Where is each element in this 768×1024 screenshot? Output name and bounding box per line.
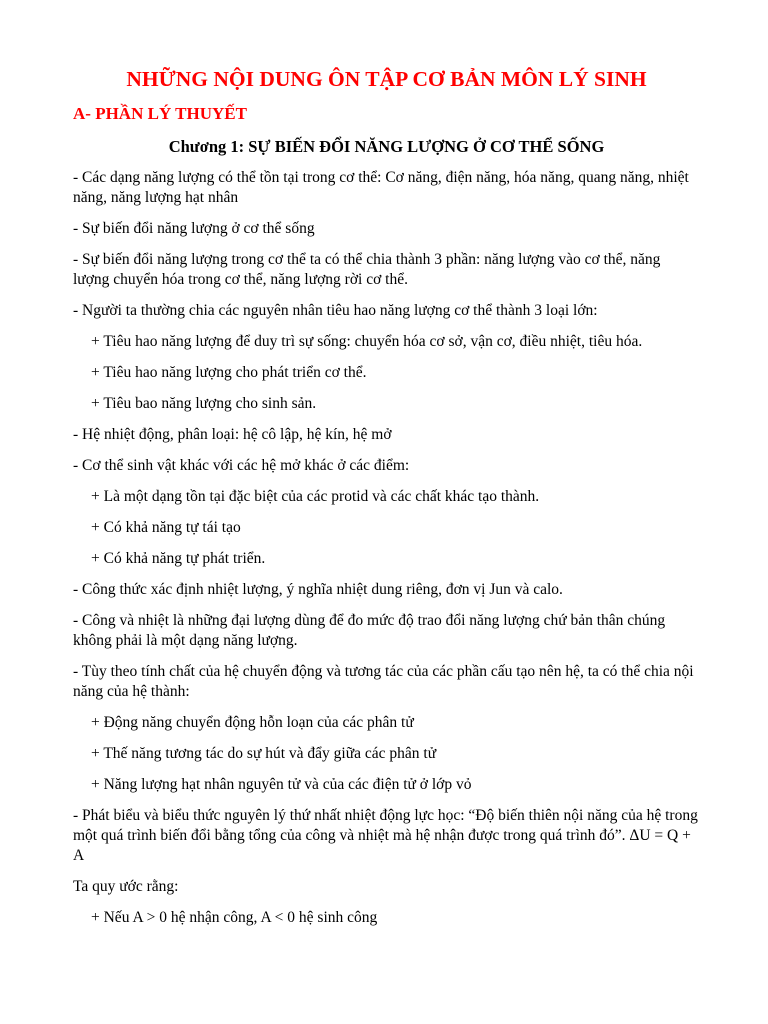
bullet-item: + Tiêu hao năng lượng để duy trì sự sống: chuyển hóa cơ sở, vận cơ, điều nhiệt, tiêu hóa. (91, 333, 643, 350)
bullet-item: + Có khả năng tự tái tạo (91, 519, 241, 536)
bullet-item: + Động năng chuyển động hỗn loạn của các phân tử (91, 714, 414, 731)
document-title: NHỮNG NỘI DUNG ÔN TẬP CƠ BẢN MÔN LÝ SINH (126, 67, 647, 91)
bullet-item: + Thế năng tương tác do sự hút và đẩy giữa các phân tử (91, 745, 437, 762)
paragraph: - Hệ nhiệt động, phân loại: hệ cô lập, hệ kín, hệ mở (73, 426, 392, 443)
bullet-item: + Năng lượng hạt nhân nguyên tử và của các điện tử ở lớp vỏ (91, 776, 472, 793)
bullet-item: + Nếu A > 0 hệ nhận công, A < 0 hệ sinh công (91, 909, 378, 926)
section-heading: A- PHẦN LÝ THUYẾT (73, 104, 247, 123)
bullet-item: + Tiêu hao năng lượng cho phát triển cơ thể. (91, 364, 367, 381)
bullet-item: + Là một dạng tồn tại đặc biệt của các protid và các chất khác tạo thành. (91, 488, 540, 505)
paragraph: Ta quy ước rằng: (73, 878, 179, 895)
paragraph: - Công thức xác định nhiệt lượng, ý nghĩa nhiệt dung riêng, đơn vị Jun và calo. (73, 581, 563, 598)
bullet-item: + Có khả năng tự phát triển. (91, 550, 266, 567)
paragraph: - Phát biểu và biểu thức nguyên lý thứ nhất nhiệt động lực học: “Độ biến thiên nội năng của hệ trong một quá trình biến đổi bằng tổng của công và nhiệt mà hệ nhận được trong quá trình đó”. ΔU = Q + A (73, 807, 698, 864)
bullet-item: + Tiêu bao năng lượng cho sinh sản. (91, 395, 317, 412)
paragraph: - Sự biến đổi năng lượng trong cơ thể ta có thể chia thành 3 phần: năng lượng vào cơ thể, năng lượng chuyển hóa trong cơ thể, năng lượng rời cơ thể. (73, 251, 661, 288)
paragraph: - Các dạng năng lượng có thể tồn tại trong cơ thể: Cơ năng, điện năng, hóa năng, quang năng, nhiệt năng, năng lượng hạt nhân (73, 169, 689, 206)
paragraph: - Tùy theo tính chất của hệ chuyển động và tương tác của các phần cấu tạo nên hệ, ta có thể chia nội năng của hệ thành: (73, 663, 694, 700)
paragraph: - Công và nhiệt là những đại lượng dùng để đo mức độ trao đổi năng lượng chứ bản thân chúng không phải là một dạng năng lượng. (73, 612, 666, 649)
paragraph: - Người ta thường chia các nguyên nhân tiêu hao năng lượng cơ thể thành 3 loại lớn: (73, 302, 598, 319)
paragraph: - Sự biến đổi năng lượng ở cơ thể sống (73, 220, 315, 237)
chapter-heading: Chương 1: SỰ BIẾN ĐỔI NĂNG LƯỢNG Ở CƠ THỂ SỐNG (168, 137, 605, 156)
paragraph: - Cơ thể sinh vật khác với các hệ mở khác ở các điểm: (73, 457, 410, 474)
